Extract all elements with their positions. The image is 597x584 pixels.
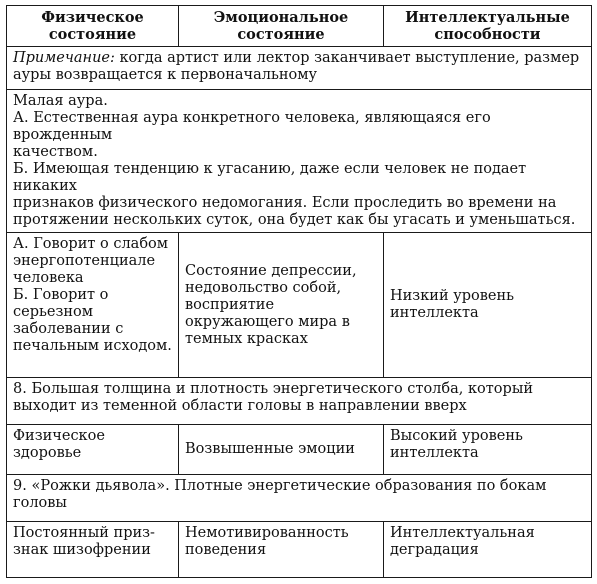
small-intellectual-line-1: Низкий уровень [390, 288, 515, 304]
note-text-1: когда артист или лектор заканчивает выступление, размер [114, 50, 580, 66]
small-emotional-line-5: темных красках [185, 330, 308, 347]
row8-physical-line-1: Физическое [13, 428, 105, 444]
small-physical-line-2: энергопотенциале [13, 253, 156, 269]
small-aura-line-1: Малая аура. [13, 93, 108, 109]
small-emotional-line-3: восприятие [185, 296, 275, 313]
header-intellectual [384, 6, 592, 47]
row8-intellectual-cell [384, 425, 592, 475]
note-row [7, 47, 592, 90]
row8-intellectual-line-1: Высокий уровень [390, 428, 523, 444]
aura-table [6, 5, 592, 578]
small-emotional-cell [179, 233, 384, 378]
small-physical-line-7: печальным исходом. [13, 338, 172, 354]
small-emotional-line-2: недовольство собой, [185, 279, 342, 296]
item9-row [7, 475, 592, 522]
row9-intellectual-line-2: деградация [390, 542, 479, 558]
row8-physical-line-2: здоровье [13, 445, 82, 461]
item8-row [7, 378, 592, 425]
note-cell [7, 47, 592, 90]
small-physical-line-6: заболевании с [13, 321, 124, 337]
item9-cell [7, 475, 592, 522]
header-emotional-line-1: Эмоциональное [213, 9, 349, 26]
small-aura-row [7, 90, 592, 233]
header-emotional [179, 6, 384, 47]
row9-emotional-line-1: Немотивированность [185, 525, 349, 541]
row8-intellectual-line-2: интеллекта [390, 445, 479, 461]
row8-emotional-cell [179, 425, 384, 475]
header-physical-line-1: Физическое [41, 9, 144, 26]
note-label: Примечание: [13, 50, 115, 66]
note-line-2: ауры возвращается к первоначальному [13, 67, 318, 83]
row8-details [7, 425, 592, 475]
row9-emotional-line-2: поведения [185, 542, 267, 558]
header-physical-line-2: состояние [48, 26, 137, 43]
small-aura-details-row [7, 233, 592, 378]
small-physical-line-1: А. Говорит о слабом [13, 236, 169, 252]
small-physical-line-3: человека [13, 270, 84, 286]
small-aura-line-3: качеством. [13, 144, 98, 160]
row9-intellectual-line-1: Интеллектуальная [390, 525, 535, 541]
small-aura-line-2: А. Естественная аура конкретного человека, являющаяся его врожденным [13, 110, 491, 143]
small-aura-line-5: признаков физического недомогания. Если проследить во времени на [13, 195, 557, 211]
small-emotional-line-1: Состояние депрессии, [185, 262, 357, 279]
row8-emotional-line-1: Возвышенные эмоции [185, 441, 355, 457]
row8-physical-cell [7, 425, 179, 475]
header-physical [7, 6, 179, 47]
header-emotional-line-2: состояние [237, 26, 325, 43]
small-physical-cell [7, 233, 179, 378]
small-intellectual-line-2: интеллекта [390, 305, 479, 321]
small-intellectual-cell [384, 233, 592, 378]
header-row [7, 6, 592, 47]
item9-line-1: 9. «Рожки дьявола». Плотные энергетические образования по бокам [13, 478, 547, 494]
row9-emotional-cell [179, 522, 384, 578]
note-line-1 [13, 50, 585, 67]
small-emotional-line-4: окружающего мира в [185, 313, 350, 330]
item8-line-1: 8. Большая толщина и плотность энергетического столба, который [13, 381, 534, 397]
small-physical-line-4: Б. Говорит о [13, 287, 109, 303]
small-aura-line-6: протяжении нескольких суток, она будет как бы угасать и уменьшаться. [13, 212, 576, 228]
small-aura-cell [7, 90, 592, 233]
small-physical-line-5: серьезном [13, 304, 94, 320]
item8-line-2: выходит из теменной области головы в направлении вверх [13, 398, 467, 414]
row9-details [7, 522, 592, 578]
item9-line-2: головы [13, 495, 67, 511]
row9-physical-line-1: Постоянный приз- [13, 525, 155, 541]
small-aura-line-4: Б. Имеющая тенденцию к угасанию, даже если человек не подает никаких [13, 161, 527, 194]
row9-intellectual-cell [384, 522, 592, 578]
header-intellectual-line-1: Интеллектуальные [405, 9, 570, 26]
row9-physical-cell [7, 522, 179, 578]
item8-cell [7, 378, 592, 425]
header-intellectual-line-2: способности [434, 26, 541, 43]
row9-physical-line-2: знак шизофрении [13, 542, 151, 558]
